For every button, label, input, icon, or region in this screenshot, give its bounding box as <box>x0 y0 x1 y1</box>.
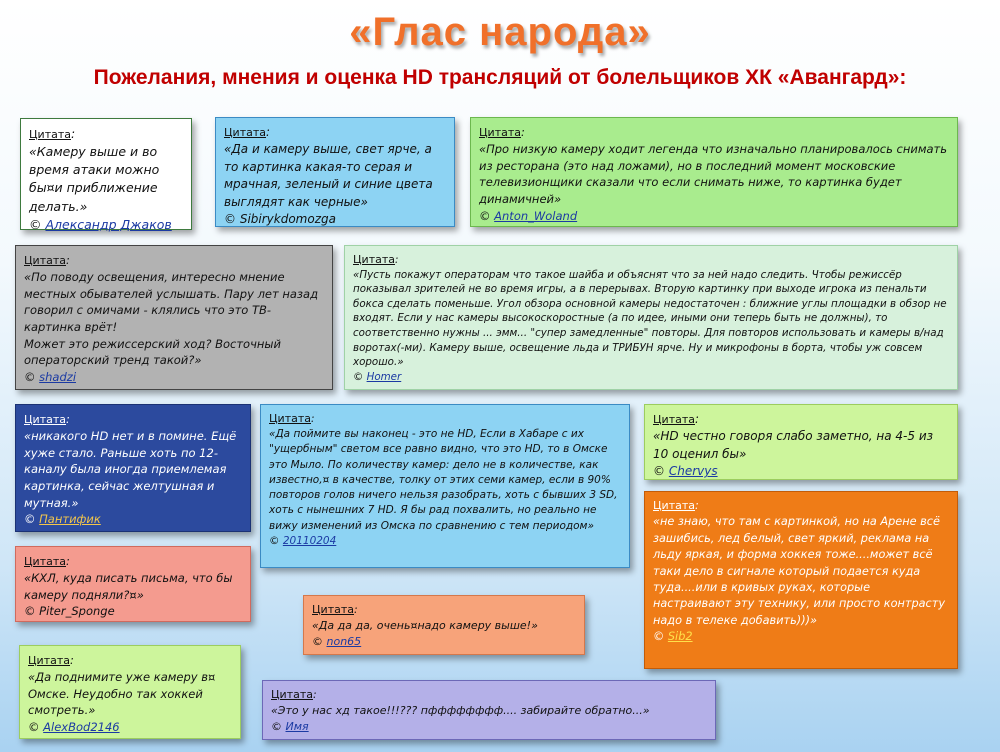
quote-author: © Sib2 <box>653 630 693 643</box>
quote-author: © Александр Джаков <box>29 216 172 232</box>
cite-label: Цитата <box>24 413 66 426</box>
cite-label: Цитата <box>653 499 695 512</box>
quote-card-chervys: Цитата: «HD честно говоря слабо заметно, на 4-5 из 10 оценил бы» © Chervys <box>644 404 958 480</box>
quote-text: «не знаю, что там с картинкой, но на Арене всё зашибись, лед белый, свет яркий, реклама на льду яркая, и форма хоккея тоже....может всё таки дело в сигнале который подается куда туда....или в кривых руках, которые настраивают эту технику, или просто контрасту надо в телеке добавить)))» <box>653 515 946 627</box>
quote-text: «Это у нас хд такое!!!??? пфффффффф.... забирайте обратно...» <box>271 703 650 717</box>
author-link[interactable]: Имя <box>285 719 309 733</box>
quote-author: © Sibirykdomozga <box>224 211 336 226</box>
quote-text: «Про низкую камеру ходит легенда что изначально планировалось снимать из ресторана (это над ложами), но в последний момент московские телевизионщики сказали что если снимать ниже, то картинка будет динамичней» <box>479 141 948 206</box>
quote-author: © Homer <box>353 370 402 383</box>
quote-text: «КХЛ, куда писать письма, что бы камеру подняли?¤» <box>24 570 233 602</box>
author-name[interactable]: Piter_Sponge <box>39 604 115 619</box>
cite-label: Цитата <box>29 128 71 141</box>
quote-text: «Да поймите вы наконец - это не HD, Если в Хабаре с их "ущербным" светом все равно видно, что это HD, то в Омске это Мыло. По количеству камер: дело не в количестве, как известно,¤ в качестве, толку от этих семи камер, если в 90% повторов голов ничего нельзя разобрать, хоть с бывших 3 SD, хоть с нынешних 7 HD. Я бы рад похвалить, но реально не вижу изменений из Омска по сравнению с тем периодом» <box>269 428 618 532</box>
quote-text: «Камеру выше и во время атаки можно бы¤и приближение делать.» <box>29 144 160 214</box>
quote-author: © AlexBod2146 <box>28 719 120 734</box>
quote-text: «По поводу освещения, интересно мнение местных обывателей услышать. Пару лет назад говорил с омичами - клялись что это ТВ-картинка врёт! Может это режиссерский ход? Восточный операторский тренд такой?» <box>24 269 319 368</box>
quote-card-alexbod: Цитата: «Да поднимите уже камеру в¤ Омске. Неудобно так хоккей смотреть.» © AlexBod2146 <box>19 645 241 739</box>
page-title: «Глас народа» <box>349 10 651 54</box>
author-name[interactable]: Sibirykdomozga <box>239 211 336 226</box>
author-link[interactable]: 20110204 <box>282 534 337 547</box>
author-link[interactable]: shadzi <box>39 369 77 384</box>
quote-card-sibirykdomozga: Цитата: «Да и камеру выше, свет ярче, а то картинка какая-то серая и мрачная, зеленый и синие цвета выглядят как черные» © Sibirykdomozga <box>215 117 455 227</box>
quote-text: «HD честно говоря слабо заметно, на 4-5 из 10 оценил бы» <box>653 429 934 461</box>
quote-text: «Пусть покажут операторам что такое шайба и объяснят что за ней надо следить. Чтобы режиссёр показывал зрителей не во время игры, а в перерывах. Вторую картинку при выходе игрока из пенальти бокса сделать поменьше. Угол обзора основной камеры недостаточен : ближние углы площадки в обзор не входят. Если у нас камеры высокоскоростные (а по идее, иными они теперь быть не должны), то соответственно нужны ... эмм... "супер замедленные" повторы. Для повторов использовать и камеры в/над воротах(-ми). Камеру выше, освещение льда и ТРИБУН ярче. Ну и микрофоны в борта, чтобы уж совсем хорошо.» <box>353 268 947 369</box>
cite-label: Цитата <box>653 413 695 426</box>
cite-label: Цитата <box>271 688 313 701</box>
cite-label: Цитата <box>24 254 66 267</box>
author-link[interactable]: non65 <box>326 634 362 648</box>
author-link[interactable]: Chervys <box>668 464 718 479</box>
author-link[interactable]: AlexBod2146 <box>43 719 120 734</box>
cite-label: Цитата <box>269 412 311 425</box>
author-link[interactable]: Sib2 <box>667 630 693 643</box>
author-link[interactable]: Anton_Woland <box>494 208 578 223</box>
quote-card-non65: Цитата: «Да да да, очень¤надо камеру выше!» © non65 <box>303 595 585 655</box>
quote-author: © Имя <box>271 719 309 733</box>
quote-card-20110204: Цитата: «Да поймите вы наконец - это не HD, Если в Хабаре с их "ущербным" светом все равно видно, что это HD, то в Омске это Мыло. По количеству камер: дело не в количестве, как известно,¤ в качестве, толку от этих семи камер, если в 90% повторов голов ничего нельзя разобрать, хоть с бывших 3 SD, хоть с нынешних 7 HD. Я бы рад похвалить, но реально не вижу изменений из Омска по сравнению с тем периодом» © 20110204 <box>260 404 630 568</box>
quote-card-piter-sponge: Цитата: «КХЛ, куда писать письма, что бы камеру подняли?¤» © Piter_Sponge <box>15 546 251 622</box>
quote-text: «Да поднимите уже камеру в¤ Омске. Неудобно так хоккей смотреть.» <box>28 669 216 718</box>
quote-card-shadzi: Цитата: «По поводу освещения, интересно мнение местных обывателей услышать. Пару лет назад говорил с омичами - клялись что это ТВ-картинка врёт! Может это режиссерский ход? Восточный операторский тренд такой?» © shadzi <box>15 245 333 390</box>
cite-label: Цитата <box>224 126 266 139</box>
cite-label: Цитата <box>312 603 354 616</box>
cite-label: Цитата <box>353 253 395 266</box>
cite-label: Цитата <box>479 126 521 139</box>
page-subtitle: Пожелания, мнения и оценка HD трансляций от болельщиков ХК «Авангард»: <box>93 66 907 89</box>
quote-author: © Chervys <box>653 464 718 479</box>
quote-author: © Anton_Woland <box>479 208 578 223</box>
quote-author: © Piter_Sponge <box>24 604 115 619</box>
quote-author: © non65 <box>312 634 362 648</box>
author-link[interactable]: Пантифик <box>39 512 101 527</box>
quote-card-sib2: Цитата: «не знаю, что там с картинкой, но на Арене всё зашибись, лед белый, свет яркий, реклама на льду яркая, и форма хоккея тоже....может всё таки дело в сигнале который подается куда туда....или в кривых руках, которые настраивают эту технику, или просто контрасту надо в телеке добавить)))» © Sib2 <box>644 491 958 669</box>
quote-card-woland: Цитата: «Про низкую камеру ходит легенда что изначально планировалось снимать из ресторана (это над ложами), но в последний момент московские телевизионщики сказали что если снимать ниже, то картинка будет динамичней» © Anton_Woland <box>470 117 958 227</box>
quote-card-homer: Цитата: «Пусть покажут операторам что такое шайба и объяснят что за ней надо следить. Чтобы режиссёр показывал зрителей не во время игры, а в перерывах. Вторую картинку при выходе игрока из пенальти бокса сделать поменьше. Угол обзора основной камеры недостаточен : ближние углы площадки в обзор не входят. Если у нас камеры высокоскоростные (а по идее, иными они теперь быть не должны), то соответственно нужны ... эмм... "супер замедленные" повторы. Для повторов использовать и камеры в/над воротах(-ми). Камеру выше, освещение льда и ТРИБУН ярче. Ну и микрофоны в борта, чтобы уж совсем хорошо.» © Homer <box>344 245 958 390</box>
quote-card-pantifik: Цитата: «никакого HD нет и в помине. Ещё хуже стало. Раньше хоть по 12-каналу была иногда приемлемая картинка, сейчас желтушная и мутная.» © Пантифик <box>15 404 251 532</box>
quote-author: © Пантифик <box>24 512 101 527</box>
quote-card-dzhakov: Цитата: «Камеру выше и во время атаки можно бы¤и приближение делать.» © Александр Джаков <box>20 118 192 230</box>
cite-label: Цитата <box>28 654 70 667</box>
quote-text: «Да да да, очень¤надо камеру выше!» <box>312 618 538 632</box>
author-link[interactable]: Александр Джаков <box>45 216 172 232</box>
author-link[interactable]: Homer <box>366 370 402 383</box>
quote-card-imya: Цитата: «Это у нас хд такое!!!??? пфффффффф.... забирайте обратно...» © Имя <box>262 680 716 740</box>
cite-label: Цитата <box>24 555 66 568</box>
quote-author: © 20110204 <box>269 534 337 547</box>
quote-text: «Да и камеру выше, свет ярче, а то картинка какая-то серая и мрачная, зеленый и синие цвета выглядят как черные» <box>224 142 433 209</box>
quote-text: «никакого HD нет и в помине. Ещё хуже стало. Раньше хоть по 12-каналу была иногда приемлемая картинка, сейчас желтушная и мутная.» <box>24 428 237 510</box>
quote-author: © shadzi <box>24 369 77 384</box>
